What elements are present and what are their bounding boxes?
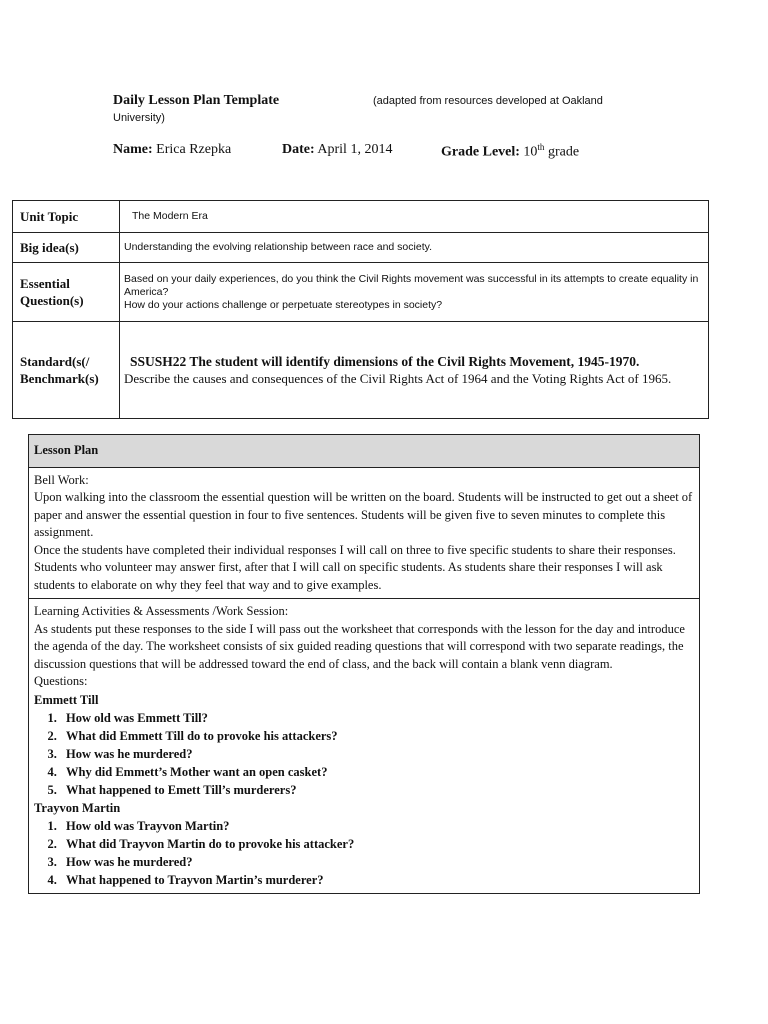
name-label: Name:: [113, 142, 153, 157]
bell-work-label: Bell Work:: [34, 472, 89, 487]
standard-label: [13, 322, 120, 419]
standard-label-line-2: Benchmark(s): [20, 371, 99, 386]
activities-cell: [29, 599, 700, 894]
list-item: 4. Why did Emmett’s Mother want an open casket?: [60, 763, 694, 781]
essential-question-1: Based on your daily experiences, do you think the Civil Rights movement was successful in its attempts to create equality in America?: [124, 272, 699, 298]
grade-ordinal: th: [537, 142, 545, 152]
list-item: 1. How old was Emmett Till?: [60, 709, 694, 727]
list-item: 1. How old was Trayvon Martin?: [60, 817, 694, 835]
standard-value: [120, 322, 709, 419]
standard-code: SSUSH22 The student will identify dimensions of the Civil Rights Movement, 1945-1970.: [130, 354, 640, 369]
unit-info-table: [12, 200, 709, 419]
grade-field: [441, 142, 579, 161]
grade-suffix: grade: [544, 144, 580, 160]
big-idea-value: Understanding the evolving relationship between race and society.: [120, 233, 709, 263]
list-item: 2. What did Trayvon Martin do to provoke his attacker?: [60, 835, 694, 853]
standard-row: [13, 322, 709, 419]
unit-topic-row: [13, 201, 709, 233]
list-item: 3. How was he murdered?: [60, 853, 694, 871]
list-item: 2. What did Emmett Till do to provoke his attackers?: [60, 727, 694, 745]
standard-label-line-1: Standard(s(/: [20, 354, 90, 369]
list-item: 5. What happened to Emett Till’s murderers?: [60, 781, 694, 799]
bell-work-text-1: Upon walking into the classroom the essential question will be written on the board. Students will be instructed to get out a sheet of paper and answer the essential question in four to five sentences. Students will be given five to seven minutes to complete this assignment.: [34, 490, 693, 539]
list-item: 3. How was he murdered?: [60, 745, 694, 763]
list-item: 4. What happened to Trayvon Martin’s murderer?: [60, 871, 694, 889]
emmett-till-heading: Emmett Till: [34, 692, 99, 707]
lesson-plan-header-row: [29, 435, 700, 468]
activities-label: Learning Activities & Assessments /Work Session:: [34, 604, 289, 618]
date-field: [282, 142, 392, 158]
bell-work-cell: [29, 467, 700, 599]
questions-label: Questions:: [34, 674, 88, 688]
unit-topic-label: Unit Topic: [13, 201, 120, 233]
lesson-plan-table: [28, 434, 700, 894]
date-label: Date:: [282, 142, 315, 157]
emmett-till-questions: [34, 709, 694, 799]
bell-work-text-2: Once the students have completed their individual responses I will call on three to five specific students to share their responses. Students who volunteer may answer first, after that I will call on specific students. As students share their responses I will ask students to elaborate on why they feel that way and to give examples.: [34, 542, 676, 592]
big-idea-label: Big idea(s): [13, 233, 120, 263]
date-value: April 1, 2014: [317, 142, 393, 157]
essential-question-row: [13, 263, 709, 322]
bell-work-row: [29, 467, 700, 599]
activities-text: As students put these responses to the side I will pass out the worksheet that corresponds with the lesson for the day and introduce the agenda of the day. The worksheet consists of six guided reading questions that will correspond with two separate readings, the discussion questions that will be addressed toward the end of class, and the back will contain a blank venn diagram.: [34, 621, 685, 671]
grade-label: Grade Level:: [441, 144, 520, 160]
lesson-plan-heading: Lesson Plan: [29, 435, 700, 468]
essential-question-value: [120, 263, 709, 322]
trayvon-martin-heading: Trayvon Martin: [34, 800, 121, 815]
big-idea-row: [13, 233, 709, 263]
name-value: Erica Rzepka: [156, 142, 232, 157]
adapted-note-continued: University): [113, 112, 165, 124]
essential-question-label: [13, 263, 120, 322]
activities-row: [29, 599, 700, 894]
grade-number: 10: [523, 144, 538, 160]
essential-label-line-1: Essential: [20, 276, 70, 291]
unit-topic-value: The Modern Era: [120, 201, 709, 233]
trayvon-martin-questions: [34, 817, 694, 889]
name-field: [113, 142, 231, 158]
adapted-note: (adapted from resources developed at Oakland: [373, 95, 603, 107]
essential-question-2: How do your actions challenge or perpetuate stereotypes in society?: [124, 298, 443, 311]
standard-description: Describe the causes and consequences of the Civil Rights Act of 1964 and the Voting Rights Act of 1965.: [124, 371, 672, 386]
document-title: Daily Lesson Plan Template: [113, 93, 280, 108]
essential-label-line-2: Question(s): [20, 293, 84, 308]
